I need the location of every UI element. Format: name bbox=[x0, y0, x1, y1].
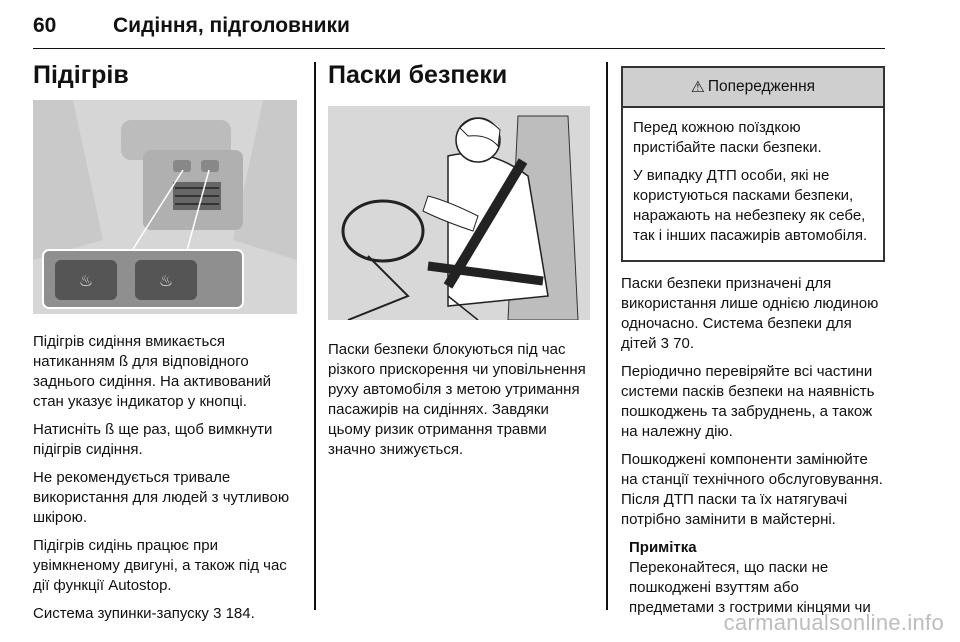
paragraph: Підігрів сидіння вмикається натиканням ß для відповідного заднього сидіння. На активований стан указує індикатор у кнопці. bbox=[33, 333, 272, 410]
note-block bbox=[629, 538, 885, 618]
warning-header bbox=[623, 68, 883, 108]
svg-text:♨: ♨ bbox=[78, 271, 94, 290]
warning-icon: ⚠ bbox=[690, 78, 705, 96]
seat-belt-illustration bbox=[328, 106, 590, 320]
warning-box bbox=[621, 66, 885, 262]
paragraph: Пошкоджені компоненти замінюйте на станції технічного обслуговування. Після ДТП паски та їх натягувачі потрібно замінити в майстерні. bbox=[621, 451, 883, 528]
section-heading-heating: Підігрів bbox=[33, 61, 129, 89]
paragraph: Не рекомендується тривале використання для людей з чутливою шкірою. bbox=[33, 469, 290, 526]
watermark: carmanualsonline.info bbox=[723, 610, 944, 635]
page-number: 60 bbox=[33, 14, 57, 37]
column-divider bbox=[606, 62, 608, 610]
right-column bbox=[621, 66, 885, 626]
left-column bbox=[33, 58, 299, 632]
paragraph: Система зупинки-запуску 3 184. bbox=[33, 605, 255, 622]
seat-heating-illustration bbox=[33, 100, 297, 314]
seat-belt-figure bbox=[328, 106, 590, 320]
column-divider bbox=[314, 62, 316, 610]
paragraph: Натисніть ß ще раз, щоб вимкнути підігрів сидіння. bbox=[33, 421, 273, 458]
paragraph: Періодично перевіряйте всі частини системи пасків безпеки на наявність пошкоджень та забруднень, а також на належну дію. bbox=[621, 363, 875, 440]
paragraph: Паски безпеки блокуються під час різкого прискорення чи уповільнення руху автомобіля з метою утримання пасажирів на сидіннях. Завдяки цьому ризик отримання травми значно знижується. bbox=[328, 341, 586, 458]
paragraph: Підігрів сидінь працює при увімкненому двигуні, а також під час дії функції Autostop. bbox=[33, 537, 287, 594]
warning-title: Попередження bbox=[707, 78, 816, 95]
note-title: Примітка bbox=[629, 539, 697, 556]
note-text: Переконайтеся, що паски не пошкоджені взуттям або предметами з гострими кінцями чи bbox=[629, 559, 871, 616]
warning-paragraph: Перед кожною поїздкою пристібайте паски безпеки. bbox=[633, 119, 822, 156]
paragraph: Паски безпеки призначені для використання лише однією людиною одночасно. Система безпеки для дітей 3 70. bbox=[621, 275, 879, 352]
svg-text:♨: ♨ bbox=[158, 271, 174, 290]
seat-heating-figure bbox=[33, 100, 297, 314]
page-title: Сидіння, підголовники bbox=[113, 14, 350, 37]
warning-paragraph: У випадку ДТП особи, які не користуються пасками безпеки, наражають на небезпеку як себе, так і інших пасажирів автомобіля. bbox=[633, 167, 868, 244]
middle-column bbox=[328, 58, 592, 468]
section-heading-seat-belts: Паски безпеки bbox=[328, 61, 508, 89]
page-header bbox=[33, 0, 885, 49]
